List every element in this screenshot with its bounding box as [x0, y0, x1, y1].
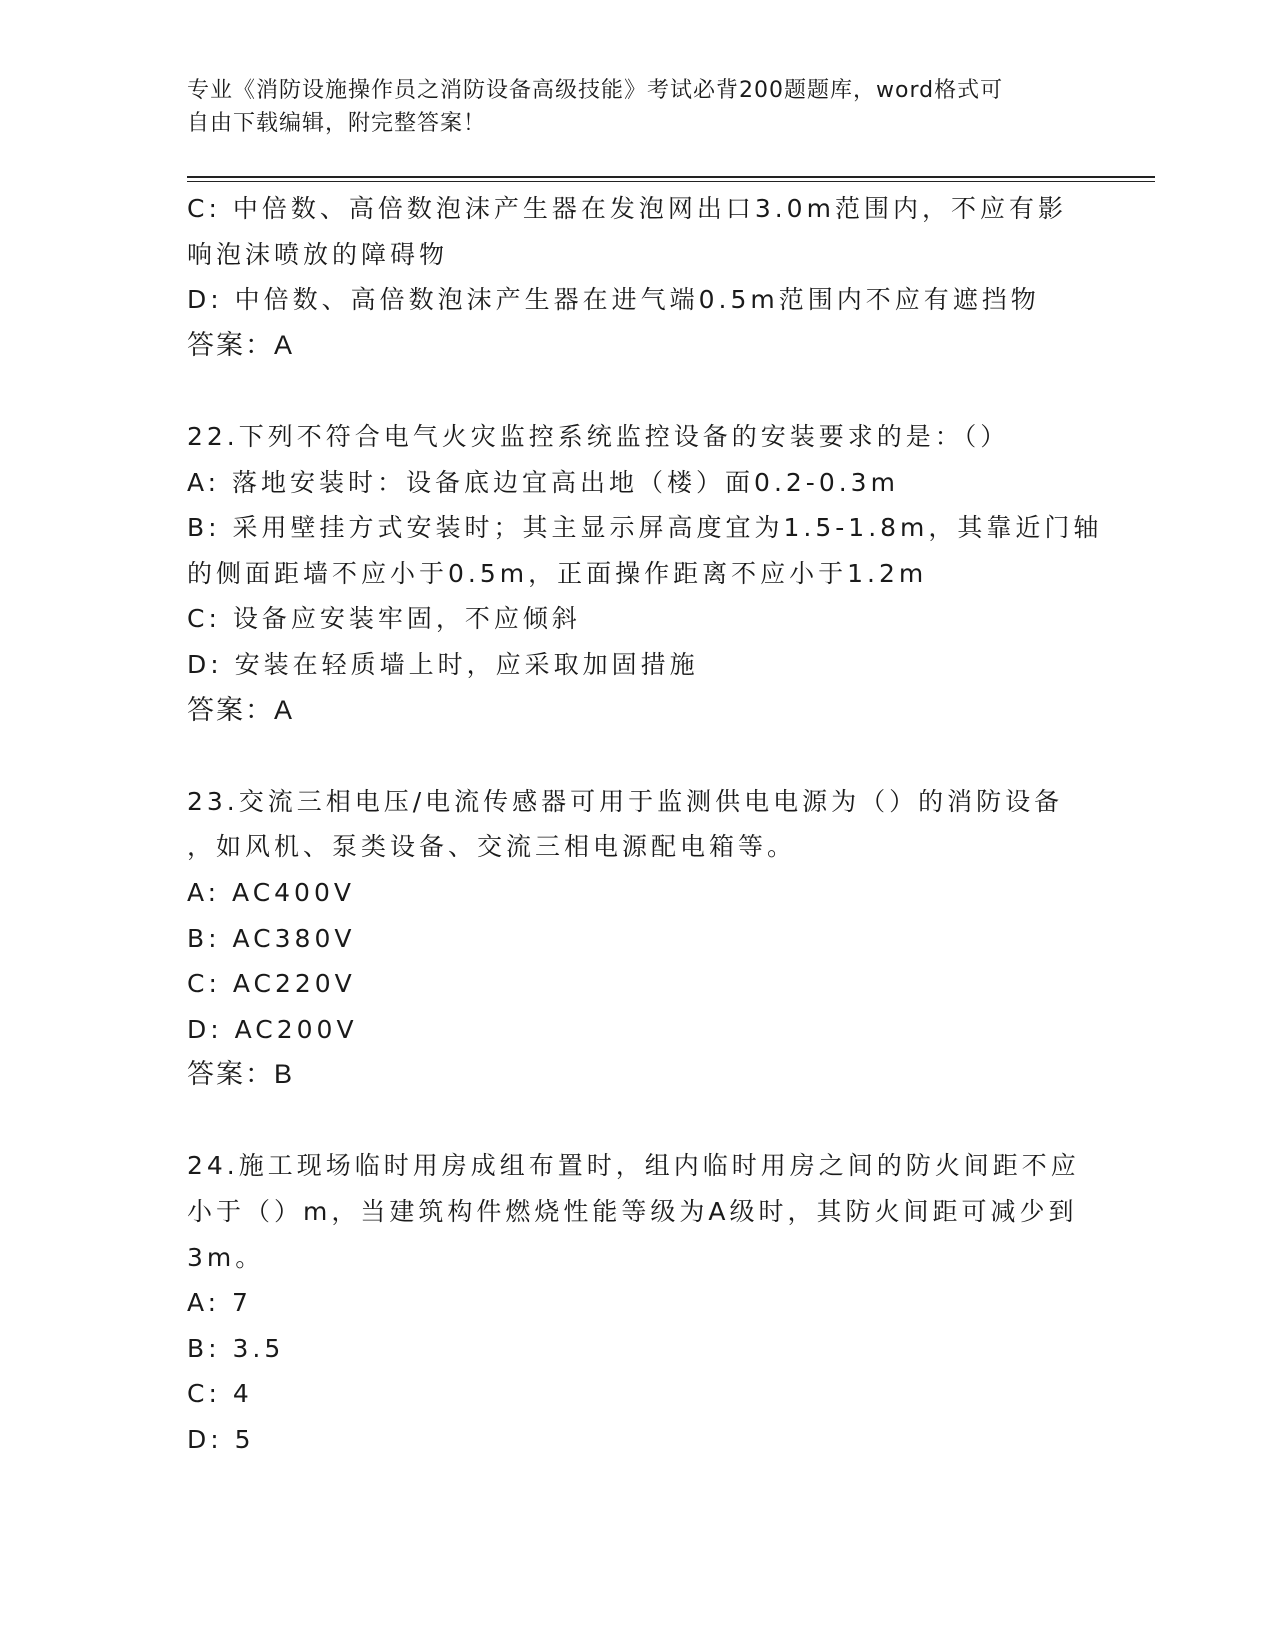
- document-header: [187, 74, 1067, 140]
- spacer: [187, 1098, 1087, 1144]
- header-divider-thin: [187, 181, 1155, 182]
- option-a: A: AC400V: [187, 877, 355, 907]
- option-c: C: AC220V: [187, 969, 356, 999]
- option-d: D: AC200V: [187, 1014, 358, 1044]
- question-23: [187, 779, 1087, 1098]
- option-a: A: 7: [187, 1288, 252, 1318]
- option-c: C: 设备应安装牢固，不应倾斜: [187, 604, 581, 634]
- question-stem-line-2: ，如风机、泵类设备、交流三相电源配电箱等。: [187, 832, 797, 862]
- option-d: D: 中倍数、高倍数泡沫产生器在进气端0.5m范围内不应有遮挡物: [187, 285, 1040, 315]
- answer: 答案：A: [187, 329, 295, 360]
- spacer: [187, 368, 1087, 414]
- question-stem-line-3: 3m。: [187, 1242, 265, 1272]
- option-c-line-1: C: 中倍数、高倍数泡沫产生器在发泡网出口3.0m范围内，不应有影: [187, 194, 1067, 223]
- option-d: D: 安装在轻质墙上时，应采取加固措施: [187, 649, 699, 679]
- question-22: [187, 414, 1103, 733]
- header-line-2: 自由下载编辑，附完整答案！: [187, 111, 487, 136]
- answer: 答案：B: [187, 1059, 295, 1090]
- question-stem-line-1: 24.施工现场临时用房成组布置时，组内临时用房之间的防火间距不应: [187, 1151, 1080, 1181]
- option-c: C: 4: [187, 1379, 253, 1409]
- question-24: [187, 1143, 1087, 1462]
- option-a: A: 落地安装时：设备底边宜高出地（楼）面0.2-0.3m: [187, 467, 899, 497]
- spacer: [187, 733, 1087, 779]
- option-b-line-1: B: 采用壁挂方式安装时；其主显示屏高度宜为1.5-1.8m，其靠近门轴: [187, 513, 1103, 543]
- option-d: D: 5: [187, 1425, 255, 1455]
- question-stem: 22.下列不符合电气火灾监控系统监控设备的安装要求的是：（）: [187, 421, 1010, 451]
- question-stem-line-2: 小于（）m，当建筑构件燃烧性能等级为A级时，其防火间距可减少到: [187, 1197, 1078, 1227]
- header-line-1: 专业《消防设施操作员之消防设备高级技能》考试必背200题题库，word格式可: [187, 78, 1004, 103]
- answer: 答案：A: [187, 694, 295, 725]
- header-divider-thick: [187, 176, 1155, 178]
- option-c-line-2: 响泡沫喷放的障碍物: [187, 239, 449, 269]
- question-content: [187, 186, 1103, 1463]
- question-stem-line-1: 23.交流三相电压/电流传感器可用于监测供电电源为（）的消防设备: [187, 786, 1064, 816]
- option-b: B: AC380V: [187, 923, 356, 953]
- option-b-line-2: 的侧面距墙不应小于0.5m，正面操作距离不应小于1.2m: [187, 558, 928, 588]
- option-b: B: 3.5: [187, 1333, 285, 1363]
- question-21-tail: [187, 186, 1087, 368]
